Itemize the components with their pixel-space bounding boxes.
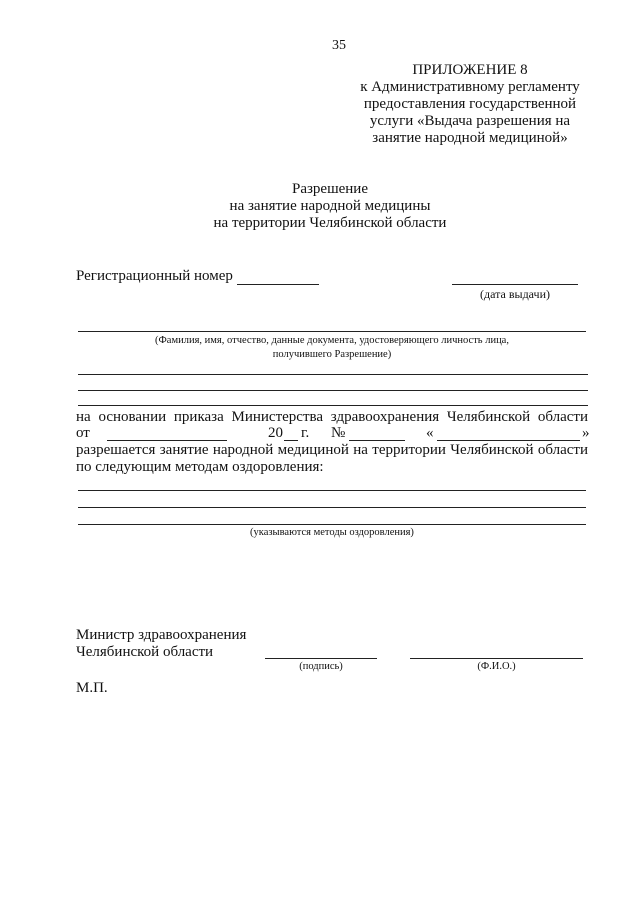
document-subtitle-1: на занятие народной медицины bbox=[229, 198, 431, 214]
year-field[interactable] bbox=[284, 440, 298, 441]
appendix-title: ПРИЛОЖЕНИЕ 8 bbox=[412, 62, 528, 78]
full-name-caption: (Ф.И.О.) bbox=[477, 661, 516, 672]
number-sign: № bbox=[331, 425, 346, 441]
appendix-line-4: занятие народной медициной» bbox=[372, 130, 568, 146]
basis-line-3: разрешается занятие народной медициной на территории Челябинской области bbox=[76, 442, 588, 458]
holder-caption-line-2: получившего Разрешение) bbox=[272, 349, 392, 360]
appendix-line-3: услуги «Выдача разрешения на bbox=[369, 113, 571, 129]
quote-open: « bbox=[426, 425, 434, 441]
basis-line-1: на основании приказа Министерства здравоохранения Челябинской области bbox=[76, 409, 588, 425]
order-date-field[interactable] bbox=[107, 440, 227, 441]
document-subtitle-2: на территории Челябинской области bbox=[213, 215, 447, 231]
document-title: Разрешение bbox=[291, 181, 368, 197]
quote-close: » bbox=[582, 425, 590, 441]
year-suffix: г. bbox=[301, 425, 310, 441]
methods-line-1[interactable] bbox=[78, 490, 586, 491]
holder-extra-line-2[interactable] bbox=[78, 390, 588, 391]
signatory-position-line-1: Министр здравоохранения bbox=[76, 627, 247, 643]
seal-label: М.П. bbox=[76, 680, 108, 696]
year-prefix: 20 bbox=[268, 425, 283, 441]
basis-line-4: по следующим методам оздоровления: bbox=[76, 459, 324, 475]
methods-caption: (указываются методы оздоровления) bbox=[250, 527, 414, 538]
order-name-field[interactable] bbox=[437, 440, 580, 441]
holder-extra-line-3[interactable] bbox=[78, 405, 588, 406]
signature-field[interactable] bbox=[265, 658, 377, 659]
signatory-position-line-2: Челябинской области bbox=[76, 644, 214, 660]
holder-info-field[interactable] bbox=[78, 331, 586, 332]
holder-extra-line-1[interactable] bbox=[78, 374, 588, 375]
methods-line-3[interactable] bbox=[78, 524, 586, 525]
registration-number-label: Регистрационный номер bbox=[76, 268, 233, 284]
basis-from-label: от bbox=[76, 425, 90, 441]
page-number: 35 bbox=[332, 38, 346, 53]
signature-caption: (подпись) bbox=[299, 661, 343, 672]
issue-date-field[interactable] bbox=[452, 284, 578, 285]
appendix-line-1: к Административному регламенту bbox=[360, 79, 580, 95]
holder-caption-line-1: (Фамилия, имя, отчество, данные документа, удостоверяющего личность лица, bbox=[155, 335, 509, 346]
appendix-line-2: предоставления государственной bbox=[363, 96, 577, 112]
issue-date-caption: (дата выдачи) bbox=[480, 287, 550, 301]
full-name-field[interactable] bbox=[410, 658, 583, 659]
order-number-field[interactable] bbox=[349, 440, 405, 441]
methods-line-2[interactable] bbox=[78, 507, 586, 508]
registration-number-field[interactable] bbox=[237, 284, 319, 285]
